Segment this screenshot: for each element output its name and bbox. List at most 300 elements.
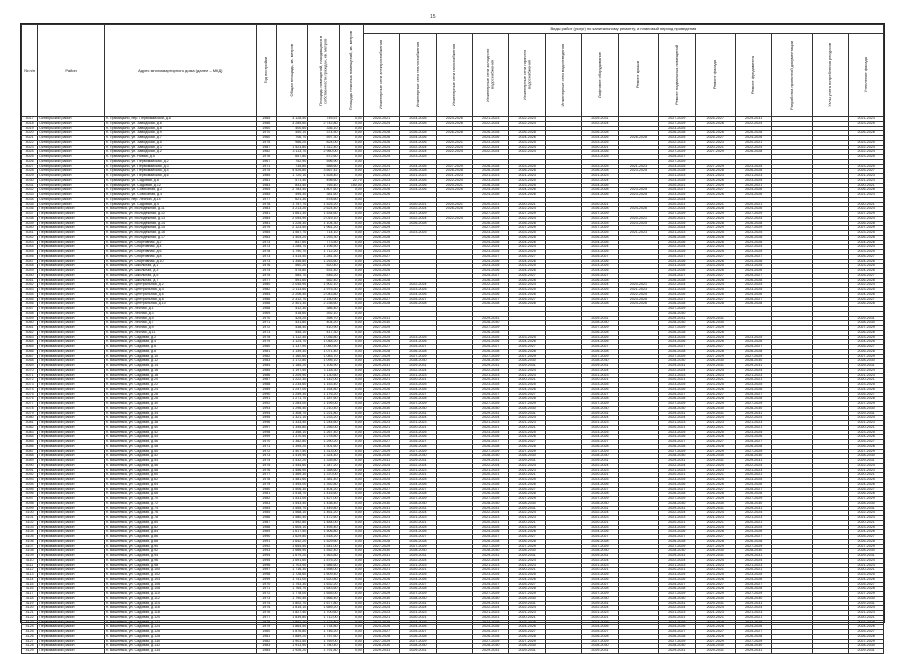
work-period-cell: 2020-2021 xyxy=(473,615,509,620)
work-period-cell: 2021-2023 xyxy=(659,421,695,426)
work-period-cell: 2023-2025 xyxy=(509,288,545,293)
work-period-cell: 2021-2023 xyxy=(695,421,735,426)
row-number: 4098 xyxy=(22,501,38,506)
work-period-cell: 2023-2025 xyxy=(509,164,545,169)
work-period-cell: 2021-2023 xyxy=(363,421,399,426)
row-number: 4022 xyxy=(22,140,38,145)
area-premises-cell: 392,10 xyxy=(308,311,339,316)
area-nonres-cell: 0,00 xyxy=(339,444,363,449)
row-number: 4112 xyxy=(22,568,38,573)
work-period-cell: 2022-2024 xyxy=(473,416,509,421)
work-period-cell: 2022-2024 xyxy=(509,216,545,221)
work-period-cell: 2025-2027 xyxy=(400,582,436,587)
address-cell: п. Вишнёвка, ул. Садовая, д.70 xyxy=(104,497,256,502)
address-cell: п. Прямицыно, ул. Заводская, д.2 xyxy=(104,150,256,155)
area-premises-cell: 546,20 xyxy=(308,273,339,278)
area-total-cell: 2 312,70 xyxy=(276,297,307,302)
work-period-cell: 2029-2031 xyxy=(659,554,695,559)
district-cell: Первомайский район xyxy=(38,373,105,378)
work-period-cell: 2020-2021 xyxy=(509,202,545,207)
work-period-cell: 2023-2025 xyxy=(695,478,735,483)
district-cell: Первомайский район xyxy=(38,430,105,435)
year-cell: 1979 xyxy=(256,625,276,630)
row-number: 4056 xyxy=(22,302,38,307)
work-period-cell: 2025-2027 xyxy=(659,582,695,587)
work-period-cell: 2026-2028 xyxy=(659,235,695,240)
year-cell: 1978 xyxy=(256,478,276,483)
work-period-cell: 2024-2026 xyxy=(509,136,545,141)
district-cell: Первомайский район xyxy=(38,644,105,649)
area-premises-cell: 749,57 xyxy=(308,117,339,122)
area-nonres-cell: 0,00 xyxy=(339,577,363,582)
year-cell: 1983 xyxy=(256,183,276,188)
work-period-cell: 2026-2028 xyxy=(509,444,545,449)
work-period-cell: 2027-2029 xyxy=(400,497,436,502)
address-cell: п. Вишнёвка, ул. Школьная, д.1 xyxy=(104,264,256,269)
work-period-cell: 2020-2021 xyxy=(735,473,771,478)
row-number: 4121 xyxy=(22,611,38,616)
work-period-cell: 2024-2026 xyxy=(509,387,545,392)
district-cell: Октябрьский район xyxy=(38,140,105,145)
work-period-cell: 2020-2021 xyxy=(509,615,545,620)
area-nonres-cell: 0,00 xyxy=(339,212,363,217)
work-period-cell: 2026-2028 xyxy=(849,302,884,307)
work-period-cell: 2024-2026 xyxy=(509,240,545,245)
work-period-cell: 2022-2024 xyxy=(695,216,735,221)
area-premises-cell: 374,50 xyxy=(308,131,339,136)
address-cell: п. Прямицыно, ул. Садовая, д.8 xyxy=(104,178,256,183)
work-period-cell: 2027-2029 xyxy=(849,212,884,217)
work-period-cell: 2026-2028 xyxy=(695,349,735,354)
row-number: 4082 xyxy=(22,425,38,430)
area-nonres-cell: 0,00 xyxy=(339,406,363,411)
work-period-cell: 2026-2028 xyxy=(849,330,884,335)
work-period-cell: 2026-2028 xyxy=(509,131,545,136)
address-cell: п. Вишнёвка, ул. Садовая, д.124 xyxy=(104,625,256,630)
work-period-cell: 2023-2025 xyxy=(735,231,771,236)
work-period-cell: 2020-2021 xyxy=(618,216,658,221)
work-period-cell: 2027-2029 xyxy=(400,402,436,407)
address-cell: п. Вишнёвка, ул. Садовая, д.52 xyxy=(104,454,256,459)
work-period-cell: 2027-2029 xyxy=(659,121,695,126)
work-period-cell: 2028-2030 xyxy=(400,359,436,364)
work-period-cell: 2029-2031 xyxy=(509,506,545,511)
work-period-cell: 2024-2026 xyxy=(473,435,509,440)
work-period-cell: 2026-2028 xyxy=(735,397,771,402)
work-period-cell: 2024-2026 xyxy=(735,136,771,141)
area-total-cell: 4 526,80 xyxy=(276,169,307,174)
work-period-cell: 2024-2026 xyxy=(695,577,735,582)
district-cell: Первомайский район xyxy=(38,596,105,601)
work-period-cell: 2023-2025 xyxy=(509,620,545,625)
work-period-cell: 2024-2026 xyxy=(735,292,771,297)
address-cell: п. Вишнёвка, ул. Садовая, д.110 xyxy=(104,592,256,597)
work-period-cell: 2022-2024 xyxy=(509,558,545,563)
work-period-cell: 2023-2025 xyxy=(849,250,884,255)
row-number: 4085 xyxy=(22,440,38,445)
district-cell: Первомайский район xyxy=(38,639,105,644)
work-period-cell: 2021-2023 xyxy=(849,611,884,616)
area-nonres-cell: 0,00 xyxy=(339,587,363,592)
area-nonres-cell: 0,00 xyxy=(339,601,363,606)
area-premises-cell: 1 529,60 xyxy=(308,539,339,544)
year-cell: 1983 xyxy=(256,235,276,240)
work-period-cell: 2025-2027 xyxy=(363,345,399,350)
work-period-cell: 2024-2026 xyxy=(509,530,545,535)
area-nonres-cell: 0,00 xyxy=(339,558,363,563)
work-period-cell: 2022-2024 xyxy=(582,245,618,250)
district-cell: Октябрьский район xyxy=(38,178,105,183)
work-period-cell: 2029-2031 xyxy=(659,411,695,416)
row-number: 4074 xyxy=(22,387,38,392)
row-number: 4065 xyxy=(22,345,38,350)
year-cell: 1981 xyxy=(256,178,276,183)
area-premises-cell: 1 643,60 xyxy=(308,587,339,592)
work-period-cell: 2025-2027 xyxy=(582,630,618,635)
work-period-cell: 2029-2031 xyxy=(473,364,509,369)
work-period-cell: 2026-2028 xyxy=(849,397,884,402)
work-period-cell: 2024-2026 xyxy=(735,207,771,212)
row-number: 4110 xyxy=(22,558,38,563)
work-period-cell: 2029-2031 xyxy=(582,364,618,369)
area-premises-cell: 1 534,60 xyxy=(308,212,339,217)
work-period-cell: 2020-2021 xyxy=(659,520,695,525)
area-premises-cell: 404,20 xyxy=(308,321,339,326)
district-cell: Первомайский район xyxy=(38,288,105,293)
work-period-cell: 2027-2029 xyxy=(659,639,695,644)
district-cell: Первомайский район xyxy=(38,634,105,639)
work-period-cell: 2025-2027 xyxy=(473,582,509,587)
work-period-cell: 2024-2026 xyxy=(473,259,509,264)
work-period-cell: 2021-2023 xyxy=(735,563,771,568)
work-period-cell: 2026-2028 xyxy=(849,539,884,544)
work-period-cell: 2023-2025 xyxy=(695,264,735,269)
work-period-cell: 2023-2025 xyxy=(509,250,545,255)
work-period-cell: 2023-2025 xyxy=(659,126,695,131)
row-number: 4117 xyxy=(22,592,38,597)
work-period-cell: 2029-2031 xyxy=(363,601,399,606)
row-number: 4039 xyxy=(22,221,38,226)
area-premises-cell: 3 667,42 xyxy=(308,169,339,174)
area-total-cell: 560,20 xyxy=(276,264,307,269)
work-period-cell: 2022-2024 xyxy=(509,283,545,288)
row-number: 4099 xyxy=(22,506,38,511)
area-premises-cell: 1 415,60 xyxy=(308,492,339,497)
work-period-cell: 2020-2021 xyxy=(735,615,771,620)
address-cell: п. Вишнёвка, ул. Садовая, д.60 xyxy=(104,473,256,478)
year-cell: 1988 xyxy=(256,383,276,388)
work-period-cell: 2023-2025 xyxy=(363,573,399,578)
work-period-cell: 2025-2027 xyxy=(695,117,735,122)
area-premises-cell: 1 036,80 xyxy=(308,335,339,340)
work-period-cell: 2023-2025 xyxy=(582,525,618,530)
work-period-cell: 2025-2027 xyxy=(582,254,618,259)
address-cell: п. Вишнёвка, ул. Садовая, д.2 xyxy=(104,335,256,340)
work-period-cell: 2023-2025 xyxy=(735,178,771,183)
work-period-cell: 2026-2028 xyxy=(695,330,735,335)
address-cell: п. Вишнёвка, ул. Садовая, д.132 xyxy=(104,644,256,649)
work-period-cell: 2020-2021 xyxy=(849,425,884,430)
area-nonres-cell: 0,00 xyxy=(339,535,363,540)
address-cell: п. Вишнёвка, ул. Садовая, д.42 xyxy=(104,430,256,435)
address-cell: п. Вишнёвка, ул. Садовая, д.18 xyxy=(104,373,256,378)
work-period-cell: 2021-2023 xyxy=(582,468,618,473)
address-cell: п. Вишнёвка, ул. Садовая, д.76 xyxy=(104,511,256,516)
district-cell: Первомайский район xyxy=(38,302,105,307)
work-period-cell: 2027-2029 xyxy=(473,497,509,502)
work-period-cell: 2029-2031 xyxy=(849,649,884,654)
work-period-cell: 2024-2026 xyxy=(473,340,509,345)
area-nonres-cell: 0,00 xyxy=(339,202,363,207)
work-period-cell: 2022-2024 xyxy=(400,463,436,468)
work-period-cell: 2029-2031 xyxy=(400,649,436,654)
area-total-cell: 1 802,70 xyxy=(276,601,307,606)
area-premises-cell: 1 666,40 xyxy=(308,596,339,601)
address-cell: п. Прямицыно, ул. Новая, д.5 xyxy=(104,155,256,160)
row-number: 4061 xyxy=(22,326,38,331)
district-cell: Первомайский район xyxy=(38,468,105,473)
address-cell: п. Вишнёвка, ул. Спортивная, д.4 xyxy=(104,245,256,250)
work-period-cell: 2026-2028 xyxy=(400,634,436,639)
district-cell: Октябрьский район xyxy=(38,126,105,131)
work-period-cell: 2025-2027 xyxy=(473,440,509,445)
work-period-cell: 2026-2028 xyxy=(659,539,695,544)
work-period-cell: 2024-2026 xyxy=(849,340,884,345)
work-period-cell: 2027-2029 xyxy=(400,449,436,454)
area-nonres-cell: 0,00 xyxy=(339,620,363,625)
work-period-cell: 2024-2026 xyxy=(509,269,545,274)
work-period-cell: 2026-2028 xyxy=(363,587,399,592)
work-period-cell: 2026-2028 xyxy=(849,131,884,136)
district-cell: Первомайский район xyxy=(38,316,105,321)
year-cell: 1979 xyxy=(256,340,276,345)
area-total-cell: 1 757,70 xyxy=(276,202,307,207)
address-cell: п. Вишнёвка, ул. Садовая, д.112 xyxy=(104,596,256,601)
address-cell: п. Вишнёвка, ул. Садовая, д.30 xyxy=(104,402,256,407)
row-number: 4040 xyxy=(22,226,38,231)
work-period-cell: 2028-2030 xyxy=(509,596,545,601)
work-period-cell: 2021-2023 xyxy=(618,288,658,293)
work-period-cell: 2020-2021 xyxy=(363,615,399,620)
address-cell: п. Прямицыно, ул. Первомайская, д.6 xyxy=(104,174,256,179)
address-cell: п. Прямицыно, ул. Заводская, д.8 xyxy=(104,126,256,131)
area-nonres-cell: 0,00 xyxy=(339,368,363,373)
work-period-cell: 2022-2024 xyxy=(735,416,771,421)
work-period-cell: 2023-2025 xyxy=(582,140,618,145)
work-period-cell: 2028-2030 xyxy=(695,501,735,506)
area-total-cell: 1 321,10 xyxy=(276,416,307,421)
area-nonres-cell: 0,00 xyxy=(339,639,363,644)
area-total-cell: 591,60 xyxy=(276,278,307,283)
area-total-cell: 1 523,80 xyxy=(276,145,307,150)
address-cell: п. Вишнёвка, ул. Садовая, д.28 xyxy=(104,397,256,402)
work-period-cell: 2022-2024 xyxy=(363,145,399,150)
work-period-cell: 2023-2025 xyxy=(735,383,771,388)
year-cell: 1967 xyxy=(256,159,276,164)
work-period-cell: 2021-2023 xyxy=(473,373,509,378)
work-period-cell: 2026-2028 xyxy=(695,634,735,639)
work-period-cell: 2021-2023 xyxy=(400,421,436,426)
work-period-cell: 2029-2031 xyxy=(400,364,436,369)
work-period-cell: 2027-2029 xyxy=(659,544,695,549)
work-period-cell: 2022-2024 xyxy=(735,558,771,563)
district-cell: Первомайский район xyxy=(38,245,105,250)
district-cell: Первомайский район xyxy=(38,212,105,217)
work-period-cell: 2023-2025 xyxy=(509,264,545,269)
work-period-cell: 2027-2029 xyxy=(582,639,618,644)
work-period-cell: 2027-2029 xyxy=(695,544,735,549)
work-period-cell: 2021-2023 xyxy=(582,174,618,179)
work-period-cell: 2025-2027 xyxy=(582,440,618,445)
work-period-cell: 2027-2029 xyxy=(849,639,884,644)
work-period-cell: 2026-2028 xyxy=(735,539,771,544)
work-period-cell: 2029-2031 xyxy=(582,459,618,464)
area-total-cell: 1 592,80 xyxy=(276,520,307,525)
district-cell: Первомайский район xyxy=(38,554,105,559)
address-cell: п. Вишнёвка, ул. Садовая, д.82 xyxy=(104,525,256,530)
work-period-cell: 2027-2029 xyxy=(695,497,735,502)
district-cell: Первомайский район xyxy=(38,506,105,511)
work-period-cell: 2023-2025 xyxy=(582,478,618,483)
area-total-cell: 1 703,90 xyxy=(276,563,307,568)
area-premises-cell: 498,60 xyxy=(308,178,339,183)
area-total-cell: 2 783,40 xyxy=(276,188,307,193)
area-total-cell: 1 716,30 xyxy=(276,568,307,573)
work-period-cell: 2026-2028 xyxy=(509,492,545,497)
work-period-cell: 2021-2023 xyxy=(659,231,695,236)
work-period-cell: 2022-2024 xyxy=(659,283,695,288)
area-total-cell: 1 728,60 xyxy=(276,573,307,578)
work-period-cell: 2026-2028 xyxy=(582,131,618,136)
row-number: 4066 xyxy=(22,349,38,354)
work-period-cell: 2024-2026 xyxy=(400,121,436,126)
work-period-cell: 2029-2031 xyxy=(695,554,735,559)
row-number: 4076 xyxy=(22,397,38,402)
address-cell: п. Вишнёвка, ул. Центральная, д.8 xyxy=(104,297,256,302)
year-cell: 1995 xyxy=(256,416,276,421)
district-cell: Октябрьский район xyxy=(38,121,105,126)
work-period-cell: 2025-2027 xyxy=(509,487,545,492)
work-period-cell: 2026-2028 xyxy=(400,349,436,354)
work-period-cell: 2022-2024 xyxy=(400,283,436,288)
work-period-cell: 2027-2029 xyxy=(582,326,618,331)
area-nonres-cell: 0,00 xyxy=(339,625,363,630)
work-period-cell: 2029-2031 xyxy=(849,364,884,369)
row-number: 4111 xyxy=(22,563,38,568)
row-number: 4024 xyxy=(22,150,38,155)
work-period-cell: 2025-2027 xyxy=(400,392,436,397)
work-period-cell: 2028-2030 xyxy=(582,359,618,364)
work-period-cell: 2022-2024 xyxy=(659,606,695,611)
area-nonres-cell: 0,00 xyxy=(339,288,363,293)
work-period-cell: 2024-2026 xyxy=(695,193,735,198)
area-nonres-cell: 0,00 xyxy=(339,421,363,426)
work-period-cell: 2028-2030 xyxy=(363,644,399,649)
row-number: 4059 xyxy=(22,316,38,321)
work-period-cell: 2023-2025 xyxy=(659,525,695,530)
work-period-cell: 2020-2021 xyxy=(363,378,399,383)
work-period-cell: 2027-2029 xyxy=(695,212,735,217)
work-period-cell: 2023-2025 xyxy=(473,288,509,293)
year-cell: 1981 xyxy=(256,212,276,217)
row-number: 4035 xyxy=(22,202,38,207)
work-period-cell: 2020-2021 xyxy=(849,202,884,207)
row-number: 4067 xyxy=(22,354,38,359)
work-period-cell: 2022-2024 xyxy=(400,216,436,221)
work-period-cell: 2021-2023 xyxy=(473,563,509,568)
work-period-cell: 2028-2030 xyxy=(400,501,436,506)
work-period-cell: 2027-2029 xyxy=(659,497,695,502)
area-premises-cell: 1 712,20 xyxy=(308,250,339,255)
address-cell: п. Вишнёвка, ул. Садовая, д.14 xyxy=(104,364,256,369)
year-cell: 1988 xyxy=(256,302,276,307)
work-period-cell: 2028-2030 xyxy=(509,454,545,459)
work-period-cell: 2025-2027 xyxy=(849,440,884,445)
work-period-cell: 2025-2027 xyxy=(400,440,436,445)
year-cell: 1986 xyxy=(256,373,276,378)
work-period-cell: 2028-2030 xyxy=(509,644,545,649)
area-premises-cell: 1 060,50 xyxy=(308,345,339,350)
work-period-cell: 2025-2027 xyxy=(849,582,884,587)
work-period-cell: 2027-2029 xyxy=(509,592,545,597)
area-total-cell: 1 197,50 xyxy=(276,368,307,373)
area-total-cell: 1 234,60 xyxy=(276,383,307,388)
area-nonres-cell: 0,00 xyxy=(339,273,363,278)
work-period-cell: 2024-2026 xyxy=(849,292,884,297)
work-period-cell: 2027-2029 xyxy=(695,639,735,644)
work-period-cell: 2020-2021 xyxy=(582,378,618,383)
area-nonres-cell: 0,00 xyxy=(339,264,363,269)
address-cell: п. Вишнёвка, ул. Садовая, д.22 xyxy=(104,383,256,388)
work-period-cell: 2023-2025 xyxy=(735,430,771,435)
work-period-cell: 2024-2026 xyxy=(659,240,695,245)
year-cell: 1970 xyxy=(256,131,276,136)
area-total-cell: 1 345,80 xyxy=(276,425,307,430)
area-premises-cell: 1 199,00 xyxy=(308,402,339,407)
work-period-cell: 2026-2028 xyxy=(695,539,735,544)
work-period-cell: 2023-2025 xyxy=(400,335,436,340)
year-cell: 1974 xyxy=(256,459,276,464)
work-period-cell: 2022-2024 xyxy=(582,216,618,221)
work-period-cell: 2022-2024 xyxy=(582,283,618,288)
area-nonres-cell: 0,00 xyxy=(339,302,363,307)
address-cell: п. Вишнёвка, ул. Центральная, д.4 xyxy=(104,288,256,293)
area-nonres-cell: 0,00 xyxy=(339,259,363,264)
work-period-cell: 2024-2026 xyxy=(618,207,658,212)
work-period-cell xyxy=(618,649,658,654)
work-period-cell: 2024-2026 xyxy=(509,259,545,264)
area-total-cell: 1 285,70 xyxy=(276,245,307,250)
work-period-cell: 2023-2025 xyxy=(473,573,509,578)
address-cell: п. Вишнёвка, ул. Садовая, д.46 xyxy=(104,440,256,445)
area-premises-cell: 1 525,20 xyxy=(308,202,339,207)
work-period-cell: 2022-2023 xyxy=(695,140,735,145)
work-period-cell: 2021-2023 xyxy=(735,174,771,179)
work-period-cell: 2027-2029 xyxy=(735,212,771,217)
work-period-cell: 2024-2026 xyxy=(735,387,771,392)
area-total-cell: 1 308,70 xyxy=(276,411,307,416)
work-period-cell: 2020-2021 xyxy=(659,568,695,573)
work-period-cell: 2020-2021 xyxy=(400,615,436,620)
area-total-cell: 2 113,60 xyxy=(276,288,307,293)
work-period-cell: 2020-2021 xyxy=(659,473,695,478)
work-period-cell: 2026-2028 xyxy=(695,278,735,283)
work-period-cell: 2027-2029 xyxy=(735,497,771,502)
work-period-cell: 2026-2028 xyxy=(400,444,436,449)
work-period-cell: 2022-2024 xyxy=(363,511,399,516)
work-period-cell: 2024-2026 xyxy=(849,387,884,392)
row-number: 4115 xyxy=(22,582,38,587)
